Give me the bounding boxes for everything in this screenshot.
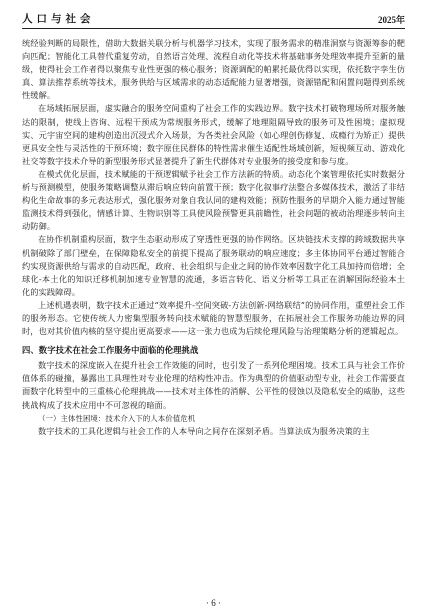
paragraph-collaboration: 在协作机制重构层面，数字生态驱动形成了穿透性更强的协作网络。区块链技术支撑的跨域数据共享机制破除了部门壁垒，在保障隐私安全的前提下提高了服务联动的响应速度；多主体协同平台通过智能合约实现资源供给与需求的自动匹配，政府、社会组织与企业之间的协作效率因数字化工具加持而倍增；全球化-本土化的知识迁移机制加速专业智慧的流通，多语言转化、语义分析等工具正在消解国际经验本土化的实践障碍。 — [22, 234, 405, 297]
paragraph-model-optimization: 在模式优化层面，技术赋能的干预逻辑赋予社会工作方法新的特质。动态化个案管理依托实时数据分析与预测模型，使服务策略调整从滞后响应转向前置干预；数字化叙事疗法整合多媒体技术，激活了非结构化生命故事的多元表达形式，强化服务对象自我认同的建构效能；预防性服务的早期介入能力通过智能监测技术得到强化，情感计算、生物识别等工具使风险预警更具前瞻性，社会问题的被动治理逐步转向主动防御。 — [22, 168, 405, 232]
running-header — [22, 10, 405, 29]
body-text — [22, 37, 405, 438]
paragraph-truncated: 数字技术的工具化逻辑与社会工作的人本导向之间存在深刻矛盾。当算法成为服务决策的主 — [38, 425, 370, 436]
issue-year: 2025年 — [377, 15, 405, 25]
paragraph-field-expansion: 在场域拓展层面，虚实融合的服务空间重构了社会工作的实践边界。数字技术打破物理场所对服务触达的限制，使线上咨询、远程干预成为常规服务形式，缓解了地理阻隔导致的服务可及性困境；虚拟现实、元宇宙空间的建构创造出沉浸式介入场景，为各类社会风险（如心理创伤修复、成瘾行为矫正）提供更具安全性与灵活性的干预环境；数字原住民群体的特性需求催生适配性场域创新，短视频互动、游戏化社交等数字技术介导的新型服务形式显著提升了新生代群体对专业服务的接受度和参与度。 — [22, 103, 405, 166]
journal-title: 人口与社会 — [22, 13, 95, 25]
paragraph-continued: 统经验判断的局限性，借助大数据关联分析与机器学习技术，实现了服务需求的精准洞察与资源筹参的靶向匹配；智能化工具替代重复劳动，自然语言处理、流程自动化等技术将基础事务处理效率提升至新的量级，使得社会工作者得以聚焦专业性更强的核心服务；资源调配的帕累托最优得以实现，依托数字孪生仿真、算法推荐系统等技术，服务供给与区域需求的动态适配能力显著增强，资源错配和闲置问题得到系统性缓解。 — [22, 38, 405, 101]
section-intro-paragraph: 数字技术的深度嵌入在提升社会工作效能的同时，也引发了一系列伦理困境。技术工具与社会工作价值体系的碰撞，暴露出工具理性对专业伦理的结构性冲击。作为典型的价值驱动型专业，社会工作需要直面数字化转型中的三重核心伦理挑战——技术对主体性的消解、公平性的侵蚀以及隐私安全的威胁，这些挑战构成了技术应用中不可忽视的暗面。 — [22, 360, 405, 410]
subsection-heading: （一）主体性困境：技术介入下的人本价值危机 — [38, 413, 196, 423]
section-heading: 四、数字技术在社会工作服务中面临的伦理挑战 — [22, 345, 199, 356]
page-number: · 6 · — [206, 598, 221, 608]
paragraph-summary: 上述机遇表明，数字技术正通过“效率提升-空间突破-方法创新-网络联结”的协同作用，重塑社会工作的服务形态。它使传统人力密集型服务转向技术赋能的智慧型服务，在拓展社会工作服务功能边界的同时，也对其价值内核的坚守提出更高要求——这一张力也成为后续伦理风险与治理策略分析的逻辑起点。 — [22, 299, 405, 337]
